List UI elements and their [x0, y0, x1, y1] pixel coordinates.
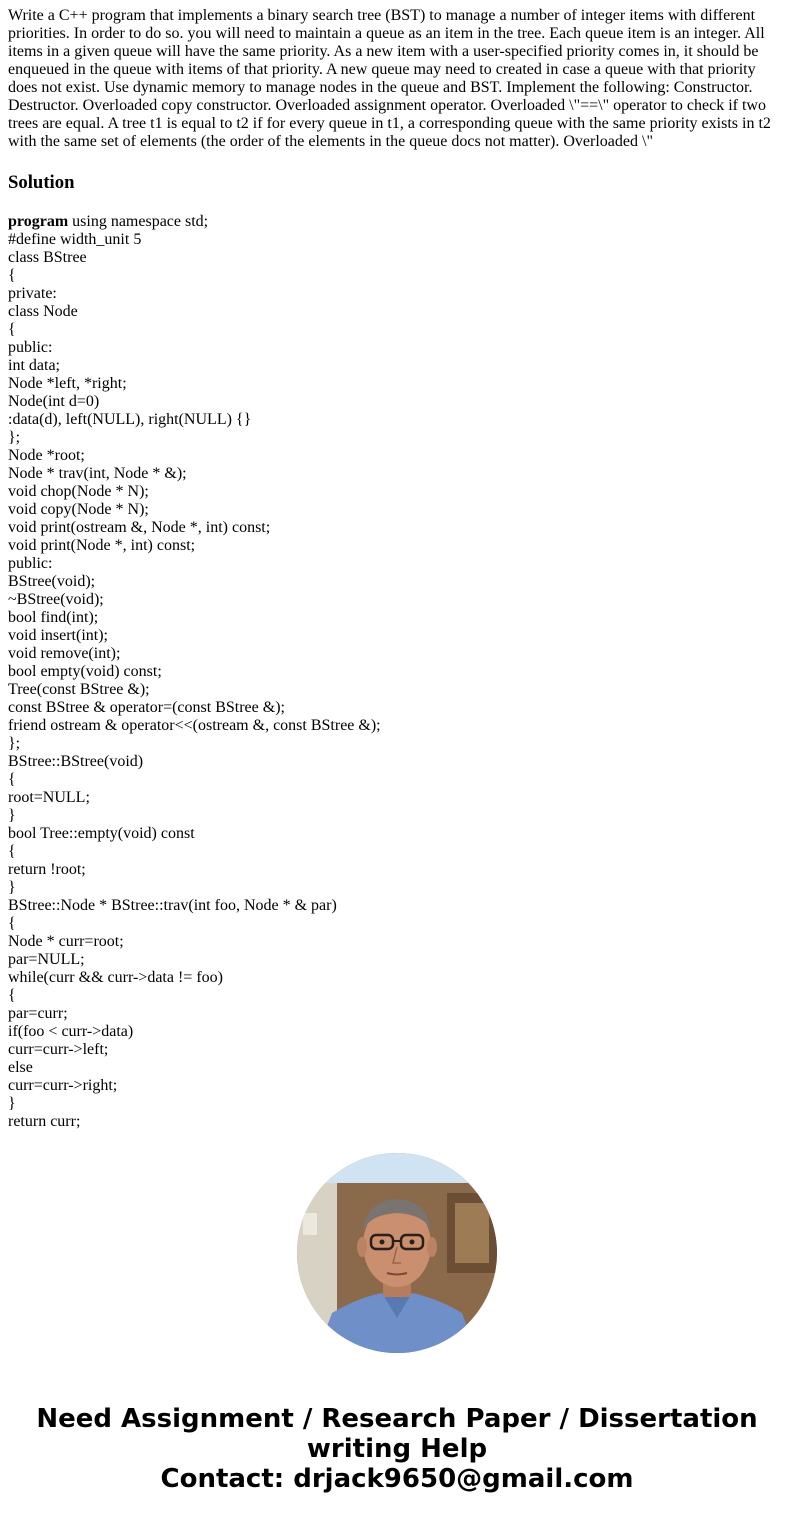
code-line: BStree::BStree(void) — [8, 753, 144, 770]
code-line: par=curr; — [8, 1005, 68, 1022]
author-avatar — [297, 1153, 497, 1353]
code-line: curr=curr->left; — [8, 1041, 109, 1058]
solution-code — [8, 213, 778, 1130]
code-line: } — [8, 1095, 16, 1112]
code-line: return !root; — [8, 861, 86, 878]
promo-banner — [0, 1404, 794, 1494]
code-line: public: — [8, 339, 53, 356]
document-content — [8, 7, 778, 1130]
code-line: }; — [8, 429, 21, 446]
code-line: else — [8, 1059, 33, 1076]
code-line: root=NULL; — [8, 789, 90, 806]
code-line: class BStree — [8, 249, 87, 266]
code-line: :data(d), left(NULL), right(NULL) {} — [8, 411, 252, 428]
code-line: #define width_unit 5 — [8, 231, 142, 248]
code-line: ~BStree(void); — [8, 591, 104, 608]
question-text: Write a C++ program that implements a binary search tree (BST) to manage a number of integer items with different priorities. In order to do so. you will need to maintain a queue as an item in the tree. Each queue item is an integer. All items in a given queue will have the same priority. As a new item with a user-specified priority comes in, it should be enqueued in the queue with items of that priority. A new queue may need to created in case a queue with that priority does not exist. Use dynamic memory to manage nodes in the queue and BST. Implement the following: Constructor. Destructor. Overloaded copy constructor. Overloaded assignment operator. Overloaded \"==\" operator to check if two trees are equal. A tree t1 is equal to t2 if for every queue in t1, a corresponding queue with the same priority exists in t2 with the same set of elements (the order of the elements in the queue docs not matter). Overloaded \" — [8, 7, 771, 150]
code-line: curr=curr->right; — [8, 1077, 118, 1094]
code-line: bool empty(void) const; — [8, 663, 162, 680]
code-line: public: — [8, 555, 53, 572]
code-line: void insert(int); — [8, 627, 108, 644]
code-line: Node *left, *right; — [8, 375, 127, 392]
solution-heading: Solution — [8, 172, 75, 193]
code-line: }; — [8, 735, 21, 752]
code-line: while(curr && curr->data != foo) — [8, 969, 223, 986]
code-line: Tree(const BStree &); — [8, 681, 150, 698]
code-line: Node * curr=root; — [8, 933, 124, 950]
code-line: { — [8, 915, 16, 932]
author-photo — [297, 1153, 497, 1353]
code-line: Node * trav(int, Node * &); — [8, 465, 187, 482]
code-line: bool find(int); — [8, 609, 99, 626]
code-line: const BStree & operator=(const BStree &); — [8, 699, 285, 716]
code-line: BStree(void); — [8, 573, 96, 590]
code-line: { — [8, 987, 16, 1004]
code-line: { — [8, 771, 16, 788]
code-line: } — [8, 879, 16, 896]
promo-line-1: Need Assignment / Research Paper / Dissertation — [36, 1404, 758, 1434]
code-line: void print(Node *, int) const; — [8, 537, 196, 554]
code-line: bool Tree::empty(void) const — [8, 825, 195, 842]
code-line: void copy(Node * N); — [8, 501, 149, 518]
code-line: Node(int d=0) — [8, 393, 100, 410]
code-line: { — [8, 267, 16, 284]
code-line: friend ostream & operator<<(ostream &, const BStree &); — [8, 717, 381, 734]
code-line: void print(ostream &, Node *, int) const; — [8, 519, 271, 536]
promo-line-3: Contact: drjack9650@gmail.com — [160, 1464, 634, 1494]
code-line: { — [8, 843, 16, 860]
code-line: Node *root; — [8, 447, 85, 464]
code-line: class Node — [8, 303, 78, 320]
code-line: } — [8, 807, 16, 824]
code-line: par=NULL; — [8, 951, 85, 968]
code-line: void remove(int); — [8, 645, 121, 662]
promo-line-2: writing Help — [306, 1434, 488, 1464]
code-line: private: — [8, 285, 57, 302]
code-line: { — [8, 321, 16, 338]
code-line: void chop(Node * N); — [8, 483, 149, 500]
code-line-first — [8, 213, 778, 231]
code-line: BStree::Node * BStree::trav(int foo, Node * & par) — [8, 897, 337, 914]
code-keyword-program: program — [8, 213, 69, 230]
code-line-text: using namespace std; — [68, 213, 209, 230]
code-line: return curr; — [8, 1113, 81, 1130]
code-line: int data; — [8, 357, 60, 374]
code-line: if(foo < curr->data) — [8, 1023, 134, 1040]
